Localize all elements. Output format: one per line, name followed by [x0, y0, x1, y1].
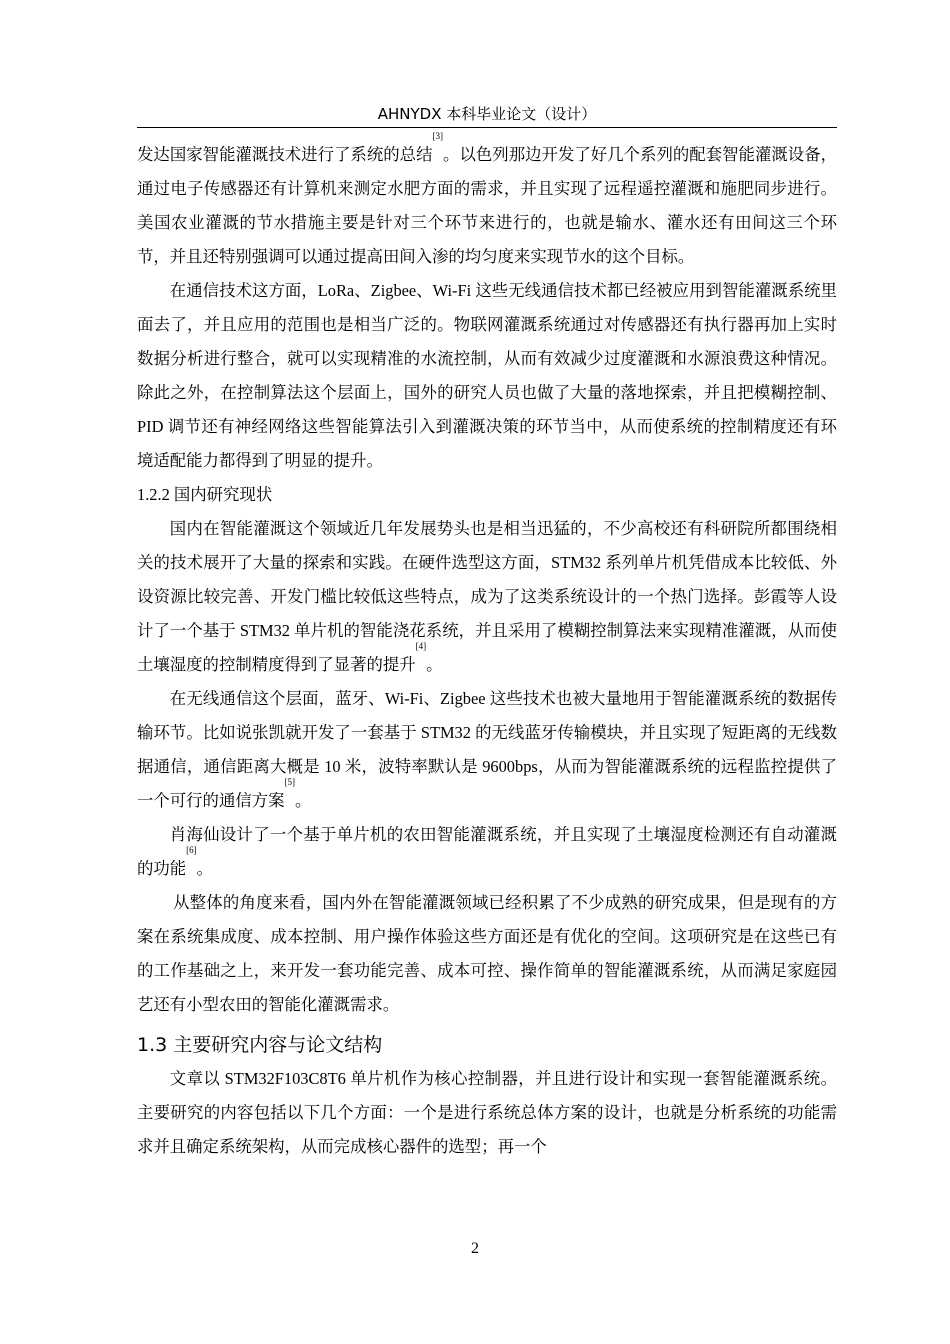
citation: [4]: [415, 641, 427, 651]
paragraph-2: 在通信技术这方面，LoRa、Zigbee、Wi-Fi 这些无线通信技术都已经被应用到智能灌溉系统里面去了，并且应用的范围也是相当广泛的。物联网灌溉系统通过对传感器还有执行器再加上实时数据分析进行整合，就可以实现精准的水流控制，从而有效减少过度灌溉和水源浪费这种情况。除此之外，在控制算法这个层面上，国外的研究人员也做了大量的落地探索，并且把模糊控制、PID 调节还有神经网络这些智能算法引入到灌溉决策的环节当中，从而使系统的控制精度还有环境适配能力都得到了明显的提升。: [137, 281, 837, 470]
subsection-heading: 1.2.2 国内研究现状: [137, 485, 273, 504]
citation: [3]: [432, 131, 443, 141]
citation: [6]: [186, 845, 197, 855]
paragraph-3: 国内在智能灌溉这个领域近几年发展势头也是相当迅猛的，不少高校还有科研院所都围绕相关的技术展开了大量的探索和实践。在硬件选型这方面，STM32 系列单片机凭借成本比较低、外设资源比较完善、开发门槛比较低这些特点，成为了这类系统设计的一个热门选择。彭霞等人设计了一个基于 STM32 单片机的智能浇花系统，并且采用了模糊控制算法来实现精准灌溉，从而使土壤湿度的控制精度得到了显著的提升[4]。: [137, 519, 837, 674]
paragraph-1: 发达国家智能灌溉技术进行了系统的总结[3]。以色列那边开发了好几个系列的配套智能灌溉设备，通过电子传感器还有计算机来测定水肥方面的需求，并且实现了远程遥控灌溉和施肥同步进行。美国农业灌溉的节水措施主要是针对三个环节来进行的，也就是输水、灌水还有田间这三个环节，并且还特别强调可以通过提高田间入渗的均匀度来实现节水的这个目标。: [137, 131, 837, 266]
paragraph-6: 从整体的角度来看，国内外在智能灌溉领域已经积累了不少成熟的研究成果，但是现有的方案在系统集成度、成本控制、用户操作体验这些方面还是有优化的空间。这项研究是在这些已有的工作基础之上，来开发一套功能完善、成本可控、操作简单的智能灌溉系统，从而满足家庭园艺还有小型农田的智能化灌溉需求。: [137, 893, 837, 1014]
page-header: AHNYDX 本科毕业论文（设计）: [137, 103, 837, 128]
paragraph-5: 肖海仙设计了一个基于单片机的农田智能灌溉系统，并且实现了土壤湿度检测还有自动灌溉的功能[6]。: [137, 825, 837, 878]
paragraph-4: 在无线通信这个层面，蓝牙、Wi-Fi、Zigbee 这些技术也被大量地用于智能灌溉系统的数据传输环节。比如说张凯就开发了一套基于 STM32 的无线蓝牙传输模块，并且实现了短距离的无线数据通信，通信距离大概是 10 米，波特率默认是 9600bps，从而为智能灌溉系统的远程监控提供了一个可行的通信方案[5]。: [137, 689, 837, 810]
paragraph-7: 文章以 STM32F103C8T6 单片机作为核心控制器，并且进行设计和实现一套智能灌溉系统。主要研究的内容包括以下几个方面：一个是进行系统总体方案的设计，也就是分析系统的功能需求并且确定系统架构，从而完成核心器件的选型；再一个: [137, 1069, 837, 1156]
page-number: 2: [471, 1240, 479, 1257]
section-heading: 1.3 主要研究内容与论文结构: [137, 1034, 383, 1056]
document-body: [137, 131, 837, 1164]
citation: [5]: [284, 777, 296, 787]
